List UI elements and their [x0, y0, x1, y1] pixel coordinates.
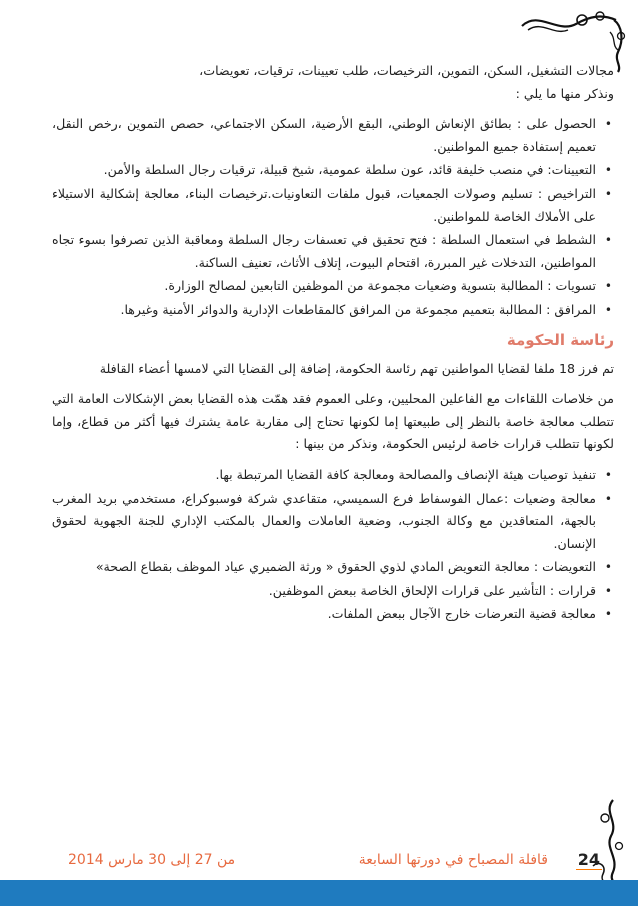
- bullet-icon: •: [604, 302, 612, 317]
- bullet-icon: •: [604, 117, 612, 132]
- list-item: [52, 488, 612, 556]
- bullet-icon: •: [604, 491, 612, 506]
- list-item: [52, 183, 612, 228]
- list-item-text: معالجة قضية التعرضات خارج الآجال ببعض الملفات.: [327, 606, 596, 622]
- bullet-icon: •: [604, 467, 612, 482]
- bullet-list-2: [52, 464, 614, 626]
- list-item-text: المرافق : المطالبة بتعميم مجموعة من المرافق كالمقاطعات الإدارية والدوائر الأمنية وغيرها.: [120, 301, 596, 317]
- bullet-icon: •: [604, 583, 612, 598]
- section-title: رئاسة الحكومة: [506, 330, 614, 349]
- bullet-icon: •: [604, 186, 612, 201]
- list-item: [52, 556, 612, 579]
- list-item-text: الشطط في استعمال السلطة : فتح تحقيق في تعسفات رجال السلطة ومعاقبة الذين تصرفوا بسوء تجاه المواطنين، التدخلات غير المبررة، اقتحام البيوت، إتلاف الأثاث، تعنيف الساكنة.: [52, 232, 596, 270]
- footer-title: قافلة المصباح في دورتها السابعة: [358, 852, 548, 868]
- list-item: [52, 229, 612, 274]
- list-item-text: التعيينات: في منصب خليفة قائد، عون سلطة عمومية، شيخ قبيلة، ترقيات رجال السلطة والأمن.: [103, 162, 596, 178]
- page-number: 24: [577, 850, 600, 869]
- page-footer: [62, 850, 602, 872]
- corner-ornament-bottom: [585, 796, 631, 892]
- list-item-text: تسويات : المطالبة بتسوية وضعيات مجموعة من الموظفين التابعين لمصالح الوزارة.: [164, 278, 596, 294]
- bullet-list-1: [52, 113, 614, 321]
- list-item: [52, 113, 612, 158]
- list-item: [52, 603, 612, 626]
- list-item: [52, 580, 612, 603]
- bullet-icon: •: [604, 233, 612, 248]
- intro-line: مجالات التشغيل، السكن، التموين، الترخيصات، طلب تعيينات، ترقيات، تعويضات،: [199, 63, 614, 78]
- list-item: [52, 464, 612, 487]
- list-item-text: معالجة وضعيات :عمال الفوسفاط فرع السميسي، متقاعدي شركة فوسبوكراع، مستخدمي بريد المغرب بالجهة، المتعاقدين مع وكالة الجنوب، وضعية العاملات والعمال بالمكتب الإداري للجنة الجهوية لحقوق الإنسان.: [52, 490, 596, 551]
- document-body: [52, 60, 614, 630]
- footer-dates: من 27 إلى 30 مارس 2014: [68, 852, 236, 868]
- intro-paragraph: [52, 60, 614, 105]
- list-item-text: قرارات : التأشير على قرارات الإلحاق الخاصة ببعض الموظفين.: [268, 582, 596, 598]
- bullet-icon: •: [604, 560, 612, 575]
- list-item-text: التعويضات : معالجة التعويض المادي لذوي الحقوق « ورثة الضميري عياد الموظف بقطاع الصحة»: [95, 559, 596, 575]
- intro-line-2: ونذكر منها ما يلي :: [515, 85, 614, 101]
- list-item-text: التراخيص : تسليم وصولات الجمعيات، قبول ملفات التعاونيات.ترخيصات البناء، معالجة إشكالية الاستيلاء على الأملاك الخاصة للمواطنين.: [52, 185, 596, 224]
- list-item-text: الحصول على : بطائق الإنعاش الوطني، البقع الأرضية، السكن الاجتماعي، حصص التموين ،رخص النقل، تعميم إستفادة جميع المواطنين.: [52, 116, 596, 154]
- bullet-icon: •: [604, 163, 612, 178]
- bottom-color-bar: [0, 880, 638, 906]
- bullet-icon: •: [604, 279, 612, 294]
- paragraph-2: من خلاصات اللقاءات مع الفاعلين المحليين، وعلى العموم فقد همّت هذه القضايا بعض الإشكالات العامة التي تتطلب معالجة خاصة بالنظر إلى طبيعتها إما لكونها تحتاج إلى مقاربة عامة يشترك فيها أكثر من قطاع، وإما لكونها تتطلب قرارات خاصة لرئيس الحكومة، ونذكر من بينها :: [52, 391, 614, 452]
- list-item: [52, 299, 612, 322]
- bullet-icon: •: [604, 607, 612, 622]
- list-item: [52, 275, 612, 298]
- list-item-text: تنفيذ توصيات هيئة الإنصاف والمصالحة ومعالجة كافة القضايا المرتبطة بها.: [215, 466, 596, 482]
- paragraph-1: تم فرز 18 ملفا لقضايا المواطنين تهم رئاسة الحكومة، إضافة إلى القضايا التي لامسها أعضاء القافلة: [99, 360, 614, 376]
- list-item: [52, 159, 612, 182]
